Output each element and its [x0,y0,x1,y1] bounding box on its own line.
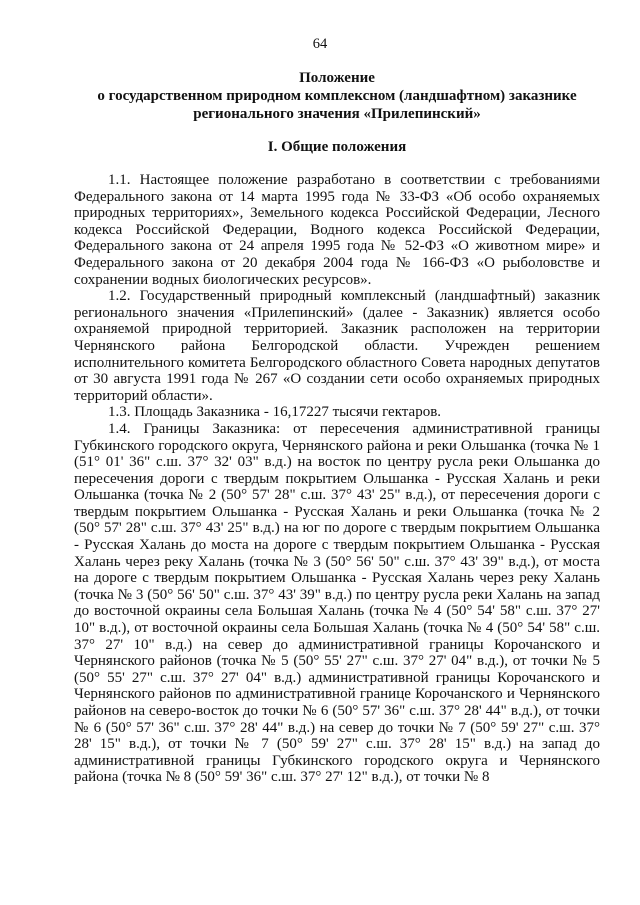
paragraph-1-3: 1.3. Площадь Заказника - 16,17227 тысячи гектаров. [108,404,442,421]
paragraph-1-2: 1.2. Государственный природный комплексный (ландшафтный) заказник регионального значения «Прилепинский» (далее - Заказник) является особо охраняемой природной территорией. Заказник расположен на территории Чернянского района Белгородской области. Учрежден решением исполнительного комитета Белгородского областного Совета народных депутатов от 30 августа 1991 года № 267 «О создании сети особо охраняемых природных территорий области». [74,288,600,404]
section-heading: I. Общие положения [267,139,407,155]
page-number: 64 [312,36,328,52]
paragraph-1-4: 1.4. Границы Заказника: от пересечения административной границы Губкинского городского округа, Чернянского района и реки Ольшанка (точка № 1 (51° 01' 36" с.ш. 37° 32' 03" в.д.) на восток по центру русла реки Ольшанка до пересечения дороги с твердым покрытием Ольшанка - Русская Халань и реки Ольшанка (точка № 2 (50° 57' 28" с.ш. 37° 43' 25" в.д.), от пересечения дороги с твердым покрытием Ольшанка - Русская Халань и реки Ольшанка (точка № 2 (50° 57' 28" с.ш. 37° 43' 25" в.д.) на юг по дороге с твердым покрытием Ольшанка - Русская Халань до моста на дороге с твердым покрытием Ольшанка - Русская Халань через реку Халань (точка № 3 (50° 56' 50" с.ш. 37° 43' 39" в.д.), от моста на дороге с твердым покрытием Ольшанка - Русская Халань через реку Халань (точка № 3 (50° 56' 50" с.ш. 37° 43' 39" в.д.) по центру русла реки Халань на запад до восточной окраины села Большая Халань (точка № 4 (50° 54' 58" с.ш. 37° 27' 10" в.д.), от восточной окраины села Большая Халань (точка № 4 (50° 54' 58" с.ш. 37° 27' 10" в.д.) на север до административной границы Корочанского и Чернянского районов (точка № 5 (50° 55' 27" с.ш. 37° 27' 04" в.д.), от точки № 5 (50° 55' 27" с.ш. 37° 27' 04" в.д.) административной границы Корочанского и Чернянского районов по административной границе Корочанского и Чернянского районов на северо-восток до точки № 6 (50° 57' 36" с.ш. 37° 28' 44" в.д.), от точки № 6 (50° 57' 36" с.ш. 37° 28' 44" в.д.) на север до точки № 7 (50° 59' 27" с.ш. 37° 28' 15" в.д.), от точки № 7 (50° 59' 27" с.ш. 37° 28' 15" в.д.) на запад до административной границы Губкинского городского округа и Чернянского района (точка № 8 (50° 59' 36" с.ш. 37° 27' 12" в.д.), от точки № 8 [74,420,600,786]
title-line-3: регионального значения «Прилепинский» [193,106,481,122]
paragraph-1-1: 1.1. Настоящее положение разработано в соответствии с требованиями Федерального закона от 14 марта 1995 года № 33-ФЗ «Об особо охраняемых природных территориях», Земельного кодекса Российской Федерации, Лесного кодекса Российской Федерации, Водного кодекса Российской Федерации, Федерального закона от 24 апреля 1995 года № 52-ФЗ «О животном мире» и Федерального закона от 20 декабря 2004 года № 166-ФЗ «О рыболовстве и сохранении водных биологических ресурсов». [74,172,600,288]
title-line-2: о государственном природном комплексном (ландшафтном) заказнике [97,88,577,104]
title-line-1: Положение [299,70,375,86]
document-title [74,69,600,123]
document-body [74,172,600,786]
